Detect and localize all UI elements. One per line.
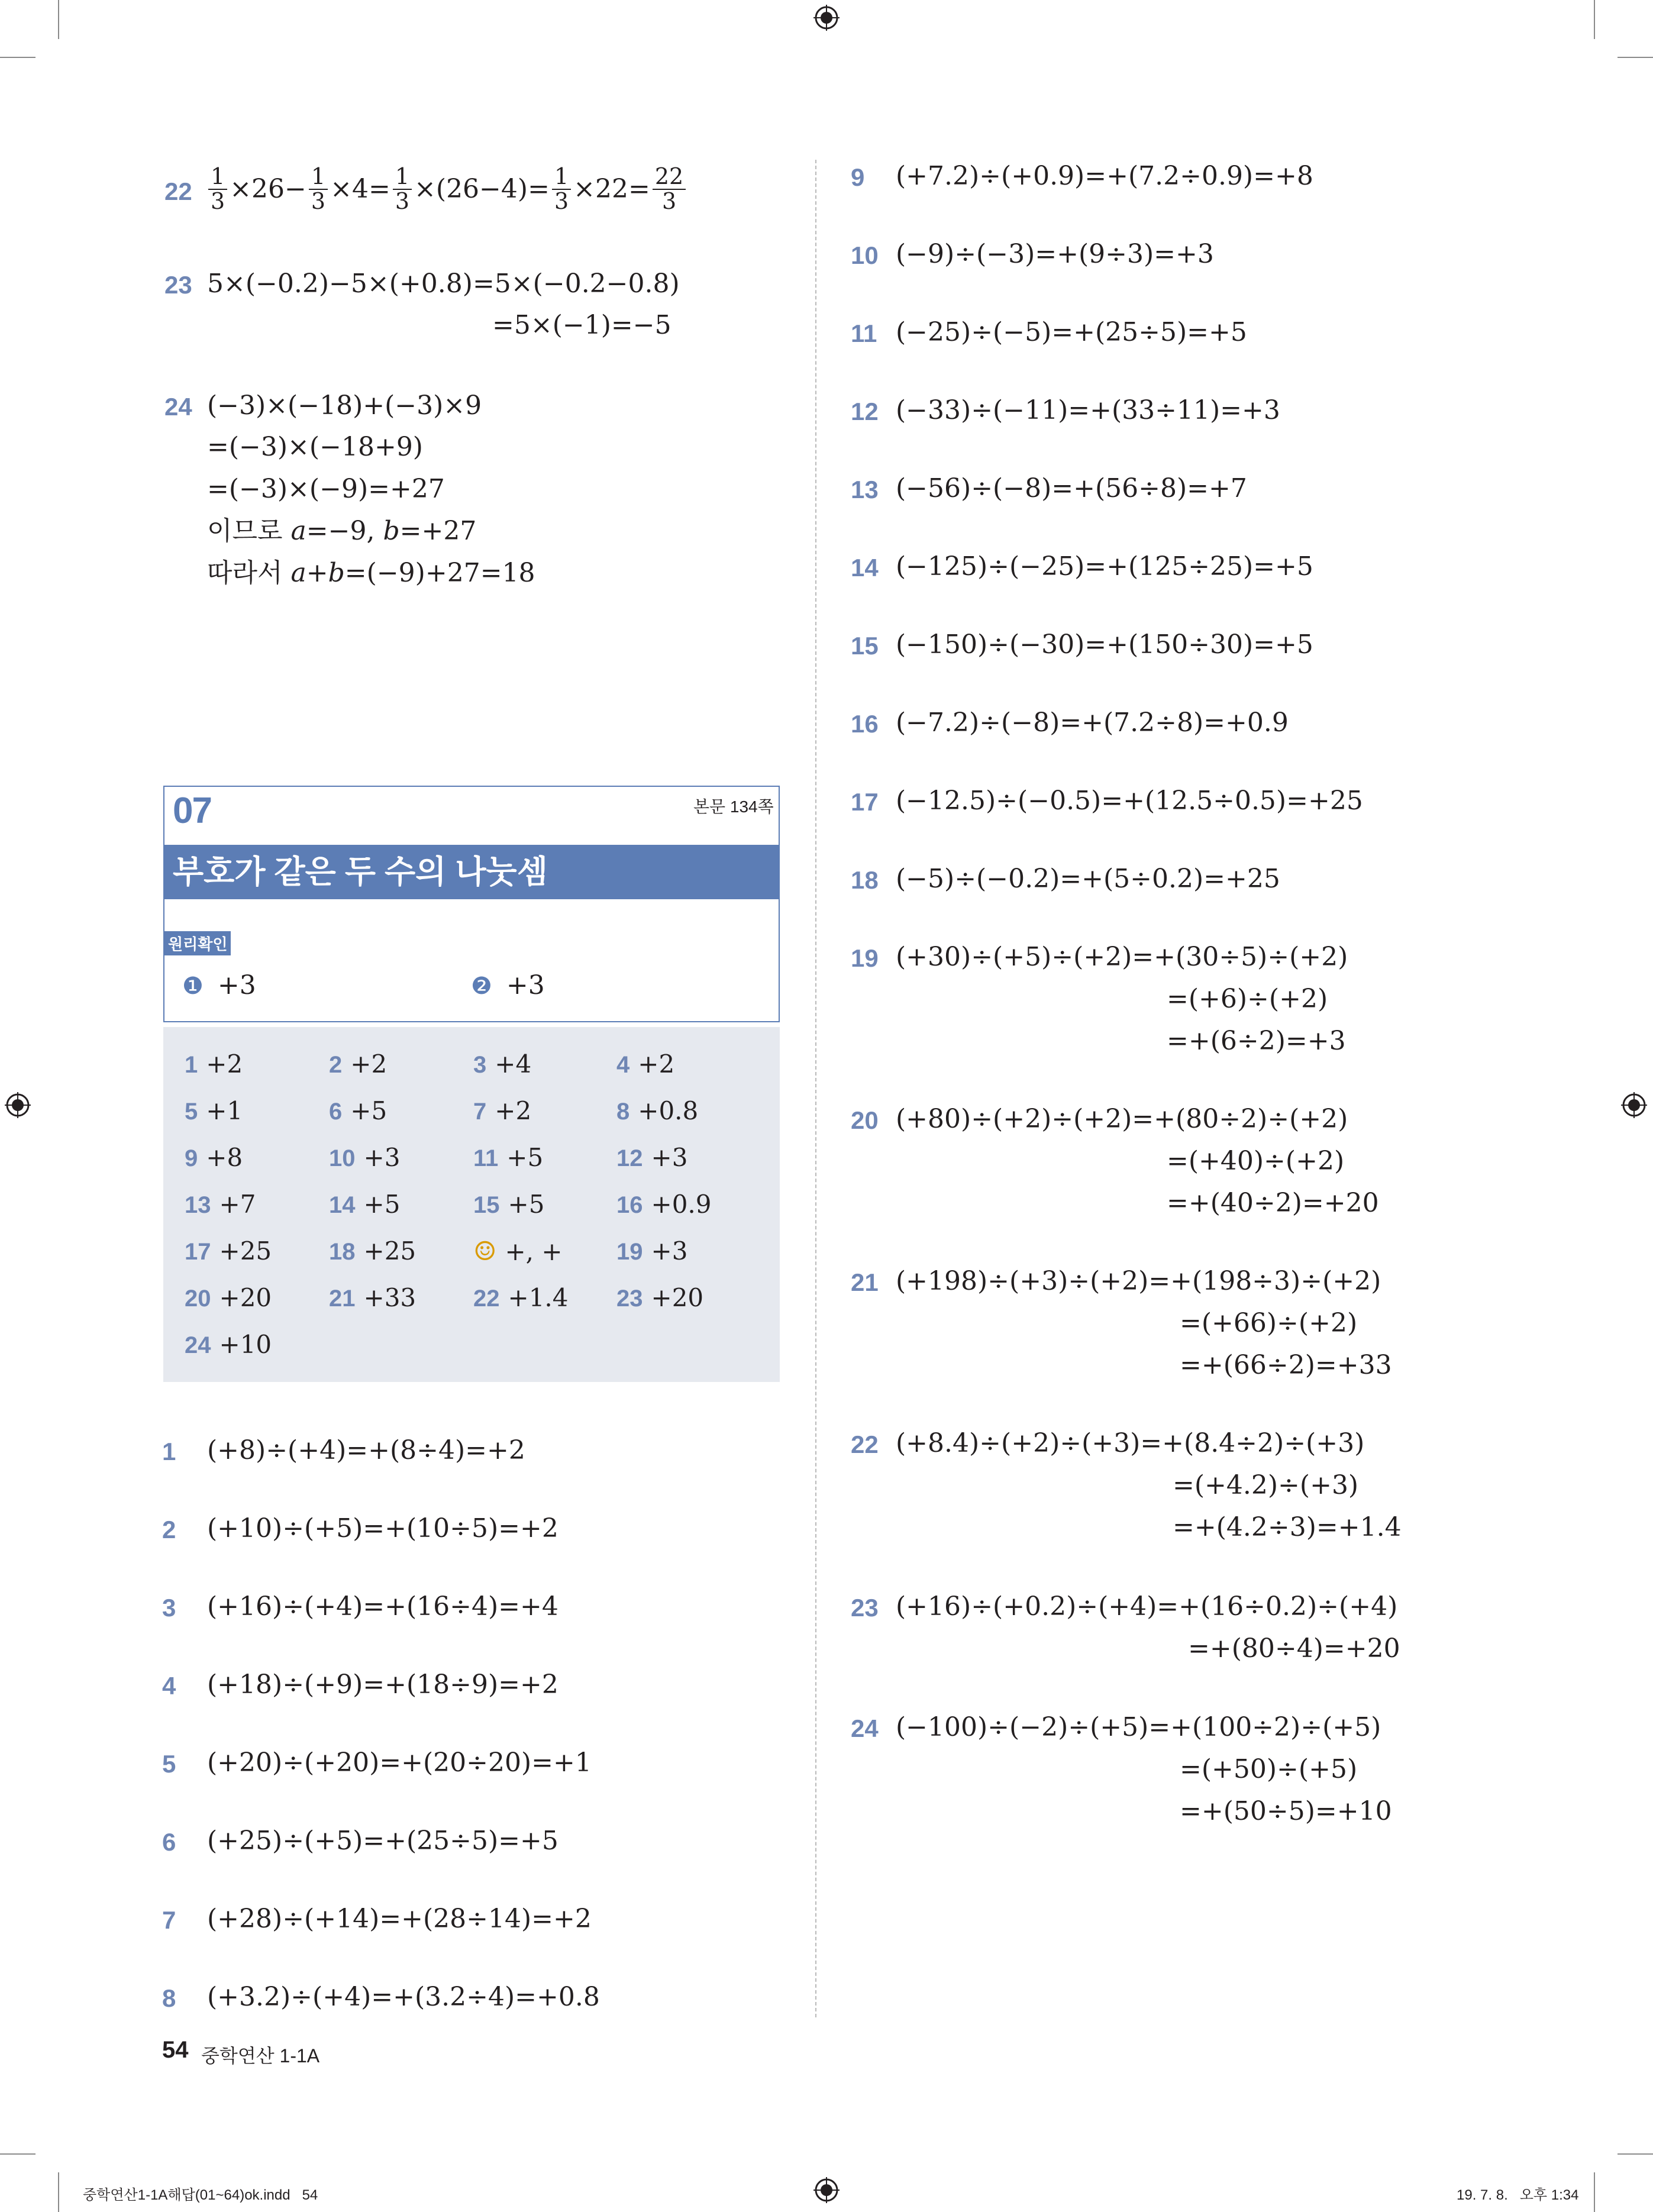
answer-value: +0.9 [651,1190,712,1219]
problem-number: 6 [162,1828,176,1856]
answer-value: +5 [363,1190,401,1219]
problem-number: 9 [851,163,865,191]
answer-value: +3 [363,1143,401,1172]
answer-number: 3 [473,1052,487,1078]
answer-grid-cell [616,1283,703,1312]
answer-value: +25 [219,1236,272,1265]
answer-grid-cell [473,1283,569,1312]
answer-value: +20 [219,1283,272,1312]
answer-number: 18 [329,1239,356,1265]
solution-line: 이므로 a=−9, b=+27 [207,516,477,546]
problem-number: 23 [164,271,192,299]
problem-number: 4 [162,1672,176,1700]
answer-number: 7 [473,1099,487,1125]
book-title: 중학연산 1-1A [201,2045,320,2066]
solution-line: =+(50÷5)=+10 [1180,1796,1392,1826]
solution-line: (−150)÷(−30)=+(150÷30)=+5 [896,629,1313,660]
answer-number: 15 [473,1192,500,1218]
solution-line: =(+40)÷(+2) [1167,1146,1345,1176]
answer-grid-cell [616,1096,698,1125]
answer-number: 23 [616,1286,643,1312]
answer-value: +3 [651,1143,688,1172]
answer-grid-cell [329,1050,387,1078]
circled-number-icon: ❶ [182,973,204,1000]
answer-number: 12 [616,1145,643,1171]
answer-value: +2 [350,1050,388,1078]
answer-number: 13 [185,1192,211,1218]
column-divider [815,160,816,2017]
solution-line: =+(66÷2)=+33 [1180,1350,1392,1380]
concept-answer-2: ❷ +3 [471,970,545,1000]
answer-number: 2 [329,1052,343,1078]
problem-number: 13 [851,476,879,503]
problem-number: 22 [164,177,192,205]
section-number: 07 [173,790,211,831]
problem-number: 15 [851,632,879,660]
answer-number: 21 [329,1286,356,1312]
solution-line: (−7.2)÷(−8)=+(7.2÷8)=+0.9 [896,708,1289,738]
answer-grid-cell [329,1190,400,1219]
problem-number: 17 [851,788,879,816]
answer-value: +, + [505,1237,563,1266]
solution-line: (+3.2)÷(+4)=+(3.2÷4)=+0.8 [207,1982,600,2012]
solution-line: (+198)÷(+3)÷(+2)=+(198÷3)÷(+2) [896,1266,1381,1296]
answer-grid-cell [185,1283,272,1312]
problem-number: 14 [851,554,879,582]
answer-grid-cell [616,1190,712,1219]
answer-number: 4 [616,1052,630,1078]
answer-grid-cell [616,1050,674,1078]
answer-number: 9 [185,1145,198,1171]
problem-number: 24 [164,393,192,421]
answer-number: 10 [329,1145,356,1171]
problem-22-solution: $\frac{1}{3}$ ×26− $\frac{1}{3}$ ×4= $\frac{1}{3}$ ×(26−4)= $\frac{1}{3}$ ×22= $\frac{22}{3}$ [206,163,688,216]
solution-line: (+80)÷(+2)÷(+2)=+(80÷2)÷(+2) [896,1104,1348,1134]
solution-line: 따라서 a+b=(−9)+27=18 [207,558,535,588]
solution-line: =+(4.2÷3)=+1.4 [1173,1512,1402,1542]
answer-grid-cell [329,1283,416,1312]
solution-line: (−56)÷(−8)=+(56÷8)=+7 [896,473,1247,503]
solution-line: (−25)÷(−5)=+(25÷5)=+5 [896,317,1247,347]
answer-value: +2 [638,1050,675,1078]
trim-mark [1618,57,1653,58]
answer-value: +8 [206,1143,243,1172]
answer-value: +2 [206,1050,243,1078]
concept-answer-1: ❶ +3 [182,970,256,1000]
answer-grid-cell [473,1190,544,1219]
answer-number: 6 [329,1099,343,1125]
trim-mark [58,2172,59,2212]
problem-number: 22 [851,1430,879,1458]
solution-line: (+28)÷(+14)=+(28÷14)=+2 [207,1904,592,1934]
page-reference: 본문 134쪽 [693,797,774,816]
answer-number: 16 [616,1192,643,1218]
answer-grid-cell [329,1096,387,1125]
answer-number: 20 [185,1286,211,1312]
answer-number: 19 [616,1239,643,1265]
solution-line: (+8)÷(+4)=+(8÷4)=+2 [207,1435,525,1465]
problem-number: 18 [851,866,879,894]
answer-value: +1.4 [508,1283,569,1312]
problem-number: 24 [851,1714,879,1742]
answer-value: +0.8 [638,1096,699,1125]
solution-line: =+(40÷2)=+20 [1167,1188,1379,1218]
answer-value: +5 [350,1096,388,1125]
answer-number: 24 [185,1332,211,1358]
section-title: 부호가 같은 두 수의 나눗셈 [173,854,548,890]
answer-value: +5 [508,1190,545,1219]
problem-number: 21 [851,1268,879,1296]
trim-mark [0,57,35,58]
problem-number: 8 [162,1984,176,2012]
answer-value: +3 [651,1236,688,1265]
registration-mark-icon [813,5,840,31]
solution-line: (+16)÷(+0.2)÷(+4)=+(16÷0.2)÷(+4) [896,1591,1398,1622]
solution-line: (+20)÷(+20)=+(20÷20)=+1 [207,1748,592,1778]
fraction: $\frac{1}{3}$ [309,165,328,214]
smiley-icon: ☺ [473,1236,497,1267]
problem-number: 2 [162,1516,176,1543]
solution-line: (−33)÷(−11)=+(33÷11)=+3 [896,395,1280,425]
answer-grid-cell [329,1236,416,1265]
solution-line: (−125)÷(−25)=+(125÷25)=+5 [896,551,1313,582]
solution-line: (−9)÷(−3)=+(9÷3)=+3 [896,239,1214,269]
answer-grid-cell [616,1236,687,1265]
solution-line: (−12.5)÷(−0.5)=+(12.5÷0.5)=+25 [896,786,1363,816]
trim-mark [58,0,59,39]
registration-mark-icon [5,1092,31,1118]
answer-grid [163,1027,780,1382]
answer-grid-cell [473,1236,563,1267]
print-slug-date: 19. 7. 8. 오후 1:34 [1457,2187,1579,2203]
problem-number: 16 [851,710,879,738]
answer-number: 14 [329,1192,356,1218]
answer-grid-cell [185,1143,243,1172]
solution-line: =+(6÷2)=+3 [1167,1026,1346,1056]
answer-value: +2 [495,1096,532,1125]
registration-mark-icon [1621,1092,1647,1118]
answer-value: +20 [651,1283,704,1312]
solution-line: =(−3)×(−9)=+27 [207,474,445,504]
answer-grid-cell [473,1050,531,1078]
answer-grid-cell [473,1143,543,1172]
answer-number: 8 [616,1099,630,1125]
answer-number: 22 [473,1286,500,1312]
solution-line: (+10)÷(+5)=+(10÷5)=+2 [207,1513,558,1543]
problem-number: 3 [162,1594,176,1622]
trim-mark [1594,0,1595,39]
answer-value: +25 [363,1236,417,1265]
problem-number: 10 [851,241,879,269]
page-number: 54 [162,2037,189,2063]
solution-line: (+18)÷(+9)=+(18÷9)=+2 [207,1670,558,1700]
solution-line: =(−3)×(−18+9) [207,432,423,462]
answer-grid-cell [616,1143,687,1172]
problem-number: 7 [162,1906,176,1934]
answer-value: +1 [206,1096,243,1125]
answer-number: 17 [185,1239,211,1265]
problem-number: 20 [851,1106,879,1134]
answer-grid-cell [185,1096,243,1125]
answer-grid-cell [473,1096,531,1125]
problem-number: 1 [162,1438,176,1465]
answer-grid-cell [185,1236,272,1265]
answer-grid-cell [329,1143,400,1172]
problem-number: 19 [851,944,879,972]
solution-line: (+16)÷(+4)=+(16÷4)=+4 [207,1591,558,1622]
trim-mark [0,2153,35,2155]
solution-line: (+7.2)÷(+0.9)=+(7.2÷0.9)=+8 [896,161,1313,191]
answer-grid-cell [185,1190,256,1219]
answer-number: 5 [185,1099,198,1125]
solution-line: (−100)÷(−2)÷(+5)=+(100÷2)÷(+5) [896,1712,1381,1742]
answer-number: 11 [473,1145,499,1171]
print-slug-file: 중학연산1-1A해답(01~64)ok.indd 54 [83,2187,318,2203]
solution-line: (−5)÷(−0.2)=+(5÷0.2)=+25 [896,864,1280,894]
solution-line: =+(80÷4)=+20 [1188,1633,1400,1664]
problem-number: 23 [851,1594,879,1622]
fraction: $\frac{1}{3}$ [552,165,571,214]
solution-line: =5×(−1)=−5 [492,310,671,340]
answer-value: +4 [495,1050,532,1078]
problem-number: 11 [851,319,877,347]
fraction: $\frac{1}{3}$ [208,165,227,214]
answer-value: +7 [219,1190,256,1219]
solution-line: =(+50)÷(+5) [1180,1754,1358,1784]
answer-grid-cell [185,1050,243,1078]
answer-value: +5 [506,1143,544,1172]
solution-line: (−3)×(−18)+(−3)×9 [207,390,482,421]
solution-line: =(+66)÷(+2) [1180,1308,1358,1338]
circled-number-icon: ❷ [471,973,492,1000]
trim-mark [1594,2172,1595,2212]
concept-badge: 원리확인 [164,931,231,955]
answer-number: 1 [185,1052,198,1078]
trim-mark [1618,2153,1653,2155]
solution-line: (+30)÷(+5)÷(+2)=+(30÷5)÷(+2) [896,942,1348,972]
problem-number: 5 [162,1750,176,1778]
solution-line: =(+6)÷(+2) [1167,984,1328,1014]
solution-line: 5×(−0.2)−5×(+0.8)=5×(−0.2−0.8) [207,269,680,299]
answer-value: +33 [363,1283,417,1312]
registration-mark-icon [813,2177,840,2203]
solution-line: (+8.4)÷(+2)÷(+3)=+(8.4÷2)÷(+3) [896,1428,1365,1458]
solution-line: (+25)÷(+5)=+(25÷5)=+5 [207,1826,558,1856]
fraction: $\frac{1}{3}$ [393,165,412,214]
answer-value: +10 [219,1330,272,1359]
solution-line: =(+4.2)÷(+3) [1173,1470,1359,1500]
fraction: $\frac{22}{3}$ [653,165,686,214]
problem-number: 12 [851,398,879,425]
answer-grid-cell [185,1330,272,1359]
